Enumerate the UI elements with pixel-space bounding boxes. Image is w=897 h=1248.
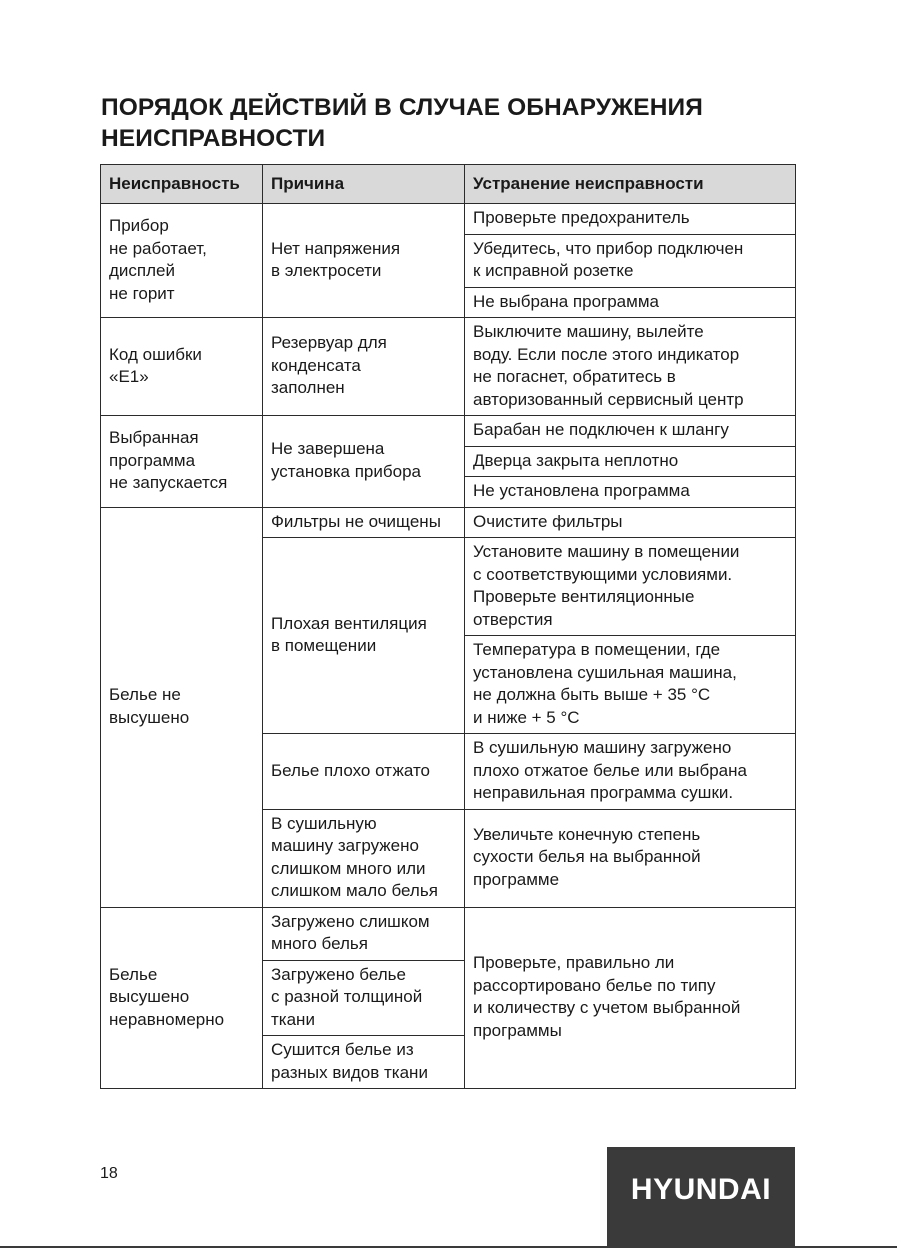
fault-cell: Белье высушено неравномерно — [101, 907, 263, 1089]
page-number: 18 — [100, 1165, 118, 1182]
cause-cell: Не завершена установка прибора — [263, 416, 465, 508]
remedy-cell: В сушильную машину загружено плохо отжатое белье или выбрана неправильная программа сушки. — [465, 734, 796, 810]
table-row — [101, 507, 796, 538]
fault-cell: Белье не высушено — [101, 507, 263, 907]
cause-cell: Белье плохо отжато — [263, 734, 465, 810]
cause-cell: Плохая вентиляция в помещении — [263, 538, 465, 734]
table-header-row — [101, 165, 796, 204]
fault-cell: Код ошибки «E1» — [101, 318, 263, 416]
cause-cell: Резервуар для конденсата заполнен — [263, 318, 465, 416]
remedy-cell: Убедитесь, что прибор подключен к исправной розетке — [465, 234, 796, 287]
remedy-cell: Увеличьте конечную степень сухости белья на выбранной программе — [465, 809, 796, 907]
table-row — [101, 907, 796, 960]
remedy-cell: Дверца закрыта неплотно — [465, 446, 796, 477]
table-row — [101, 318, 796, 416]
remedy-cell: Выключите машину, вылейте воду. Если после этого индикатор не погаснет, обратитесь в авторизованный сервисный центр — [465, 318, 796, 416]
remedy-cell: Проверьте, правильно ли рассортировано белье по типу и количеству с учетом выбранной программы — [465, 907, 796, 1089]
brand-logo — [607, 1147, 795, 1248]
remedy-cell: Очистите фильтры — [465, 507, 796, 538]
table-row — [101, 416, 796, 447]
cause-cell: Нет напряжения в электросети — [263, 204, 465, 318]
fault-cell: Выбранная программа не запускается — [101, 416, 263, 508]
remedy-cell: Не установлена программа — [465, 477, 796, 508]
header-cause: Причина — [263, 165, 465, 204]
brand-wordmark: HYUNDAI — [630, 1172, 772, 1206]
cause-cell: В сушильную машину загружено слишком много или слишком мало белья — [263, 809, 465, 907]
cause-cell: Сушится белье из разных видов ткани — [263, 1036, 465, 1089]
cause-cell: Фильтры не очищены — [263, 507, 465, 538]
fault-cell: Прибор не работает, дисплей не горит — [101, 204, 263, 318]
remedy-cell: Установите машину в помещении с соответствующими условиями. Проверьте вентиляционные отверстия — [465, 538, 796, 636]
cause-cell: Загружено слишком много белья — [263, 907, 465, 960]
remedy-cell: Барабан не подключен к шлангу — [465, 416, 796, 447]
troubleshooting-table — [100, 164, 796, 1089]
page-title: ПОРЯДОК ДЕЙСТВИЙ В СЛУЧАЕ ОБНАРУЖЕНИЯ НЕИСПРАВНОСТИ — [101, 94, 703, 152]
header-remedy: Устранение неисправности — [465, 165, 796, 204]
remedy-cell: Температура в помещении, где установлена сушильная машина, не должна быть выше + 35 °C и ниже + 5 °C — [465, 636, 796, 734]
remedy-cell: Проверьте предохранитель — [465, 204, 796, 235]
header-fault: Неисправность — [101, 165, 263, 204]
table-row — [101, 204, 796, 235]
remedy-cell: Не выбрана программа — [465, 287, 796, 318]
cause-cell: Загружено белье с разной толщиной ткани — [263, 960, 465, 1036]
